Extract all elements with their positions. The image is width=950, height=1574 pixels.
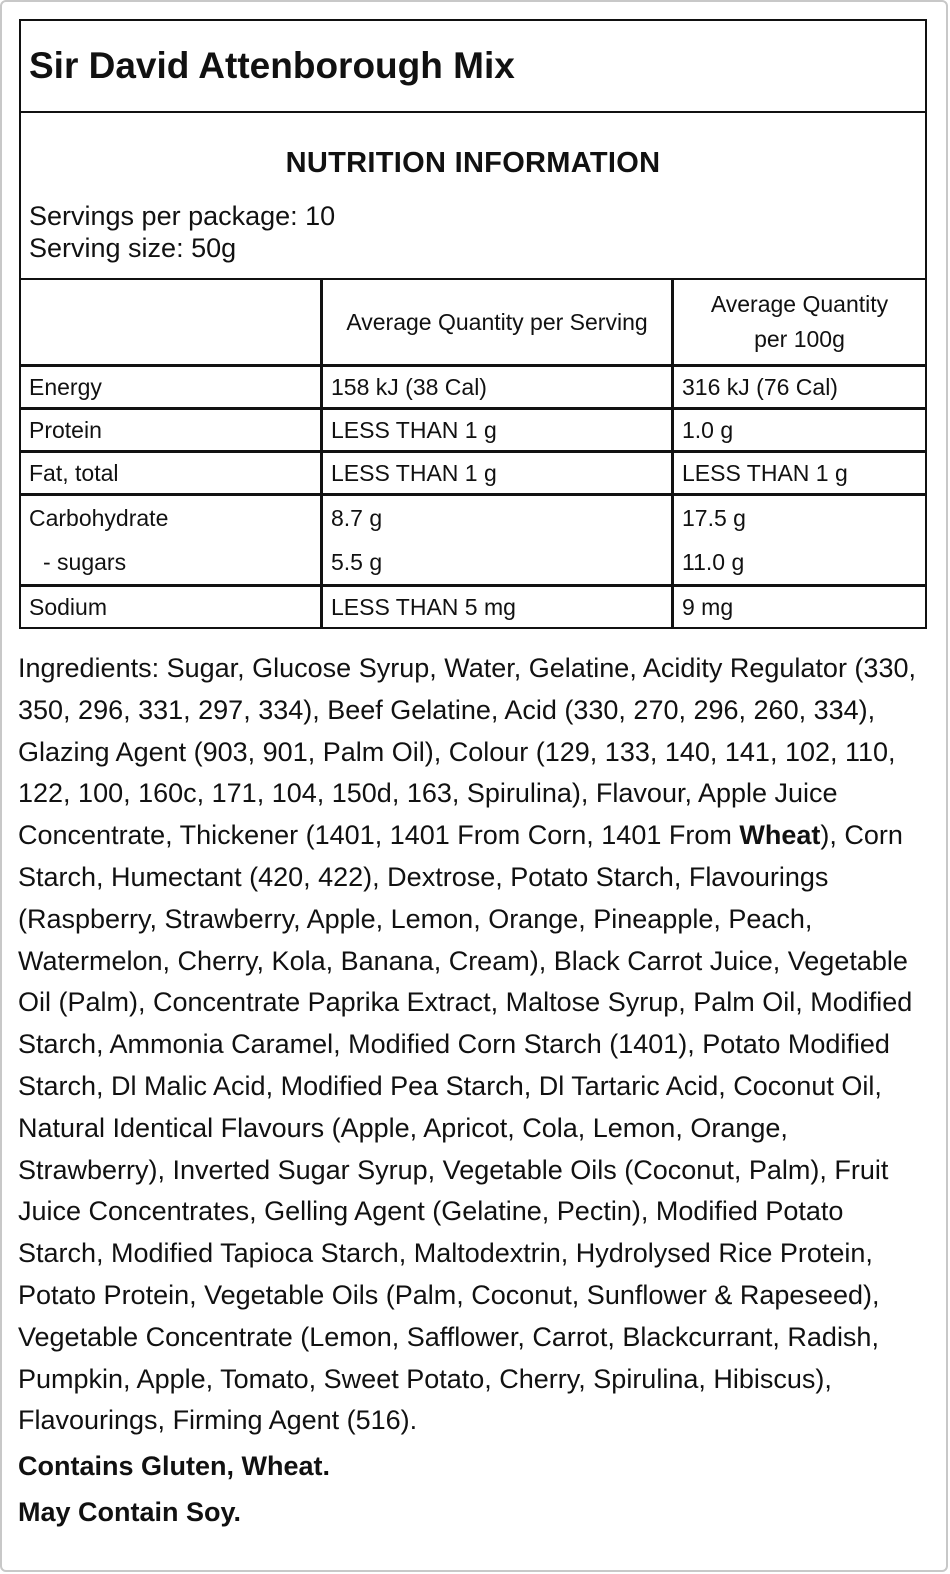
- nutrient-name: Carbohydrate: [29, 505, 169, 531]
- table-row-energy: [21, 366, 925, 409]
- per-serving-value: LESS THAN 5 mg: [322, 586, 673, 628]
- table-row-protein: [21, 409, 925, 452]
- per-serving-value: 158 kJ (38 Cal): [322, 366, 673, 409]
- nutrient-name: Energy: [21, 366, 322, 409]
- per-100g-value: 9 mg: [682, 593, 734, 620]
- table-row-sodium: [21, 586, 925, 628]
- table-row-fat: [21, 452, 925, 495]
- allergen-may-contain: May Contain Soy.: [18, 1497, 242, 1527]
- per-serving-value: LESS THAN 1 g: [322, 452, 673, 495]
- per-100g-cell: [673, 495, 926, 586]
- per-serving-value: 8.7 g: [331, 505, 383, 531]
- per-100g-value: 1.0 g: [673, 409, 926, 452]
- header-per-100g: Average Quantity per 100g: [673, 280, 926, 366]
- per-serving-value: LESS THAN 1 g: [322, 409, 673, 452]
- header-empty-cell: [21, 280, 322, 366]
- per-100g-value: LESS THAN 1 g: [673, 452, 926, 495]
- table-header-row: [21, 280, 925, 366]
- servings-per-package: Servings per package: 10: [29, 201, 336, 231]
- serving-info: [29, 200, 335, 264]
- ingredients-text-part1: Ingredients: Sugar, Glucose Syrup, Water, Gelatine, Acidity Regulator (330, 350, 296, 331, 297, 334), Beef Gelatine, Acid (330, 270, 296, 260, 334), Glazing Agent (903, 901, Palm Oil), Colour (129, 133, 140, 141, 102, 110, 122, 100, 160c, 171, 104, 150d, 163, Spirulina), Flavour, Apple Juice Concentrate, Thickener (1401, 1401 From Corn, 1401 From: [18, 653, 916, 851]
- nutrition-heading: NUTRITION INFORMATION: [285, 147, 661, 179]
- allergen-contains: Contains Gluten, Wheat.: [18, 1451, 331, 1481]
- nutrient-name: Fat, total: [21, 452, 322, 495]
- serving-size: Serving size: 50g: [29, 233, 237, 263]
- nutrient-name: Protein: [21, 409, 322, 452]
- sub-nutrient-name: - sugars: [43, 549, 127, 575]
- product-title: Sir David Attenborough Mix: [21, 21, 925, 113]
- nutrition-header: [21, 113, 925, 280]
- per-100g-value: 316 kJ (76 Cal): [673, 366, 926, 409]
- ingredients-text-part2: ), Corn Starch, Humectant (420, 422), Dextrose, Potato Starch, Flavourings (Raspberry, Strawberry, Apple, Lemon, Orange, Pineapple, Peach, Watermelon, Cherry, Kola, Banana, Cream), Black Carrot Juice, Vegetable Oil (Palm), Concentrate Paprika Extract, Maltose Syrup, Palm Oil, Modified Starch, Ammonia Caramel, Modified Corn Starch (1401), Potato Modified Starch, Dl Malic Acid, Modified Pea Starch, Dl Tartaric Acid, Coconut Oil, Natural Identical Flavours (Apple, Apricot, Cola, Lemon, Orange, Strawberry), Inverted Sugar Syrup, Vegetable Oils (Coconut, Palm), Fruit Juice Concentrates, Gelling Agent (Gelatine, Pectin), Modified Potato Starch, Modified Tapioca Starch, Maltodextrin, Hydrolysed Rice Protein, Potato Protein, Vegetable Oils (Palm, Coconut, Sunflower & Rapeseed), Vegetable Concentrate (Lemon, Safflower, Carrot, Blackcurrant, Radish, Pumpkin, Apple, Tomato, Sweet Potato, Cherry, Spirulina, Hibiscus), Flavourings, Firming Agent (516).: [18, 820, 913, 1436]
- per-100g-value: 17.5 g: [682, 505, 746, 531]
- nutrient-name: Sodium: [21, 586, 322, 628]
- sugars-per-serving-value: 5.5 g: [331, 549, 383, 575]
- nutrition-panel: [19, 19, 927, 629]
- nutrition-table: [21, 280, 925, 627]
- ingredients-list: [18, 648, 923, 1442]
- nutrient-name-cell: [21, 495, 322, 586]
- header-per-serving: Average Quantity per Serving: [322, 280, 673, 366]
- per-serving-cell: [322, 495, 673, 586]
- table-row-carbohydrate: [21, 495, 925, 586]
- sugars-per-100g-value: 11.0 g: [682, 549, 745, 575]
- ingredients-bold-allergen: Wheat: [739, 820, 821, 851]
